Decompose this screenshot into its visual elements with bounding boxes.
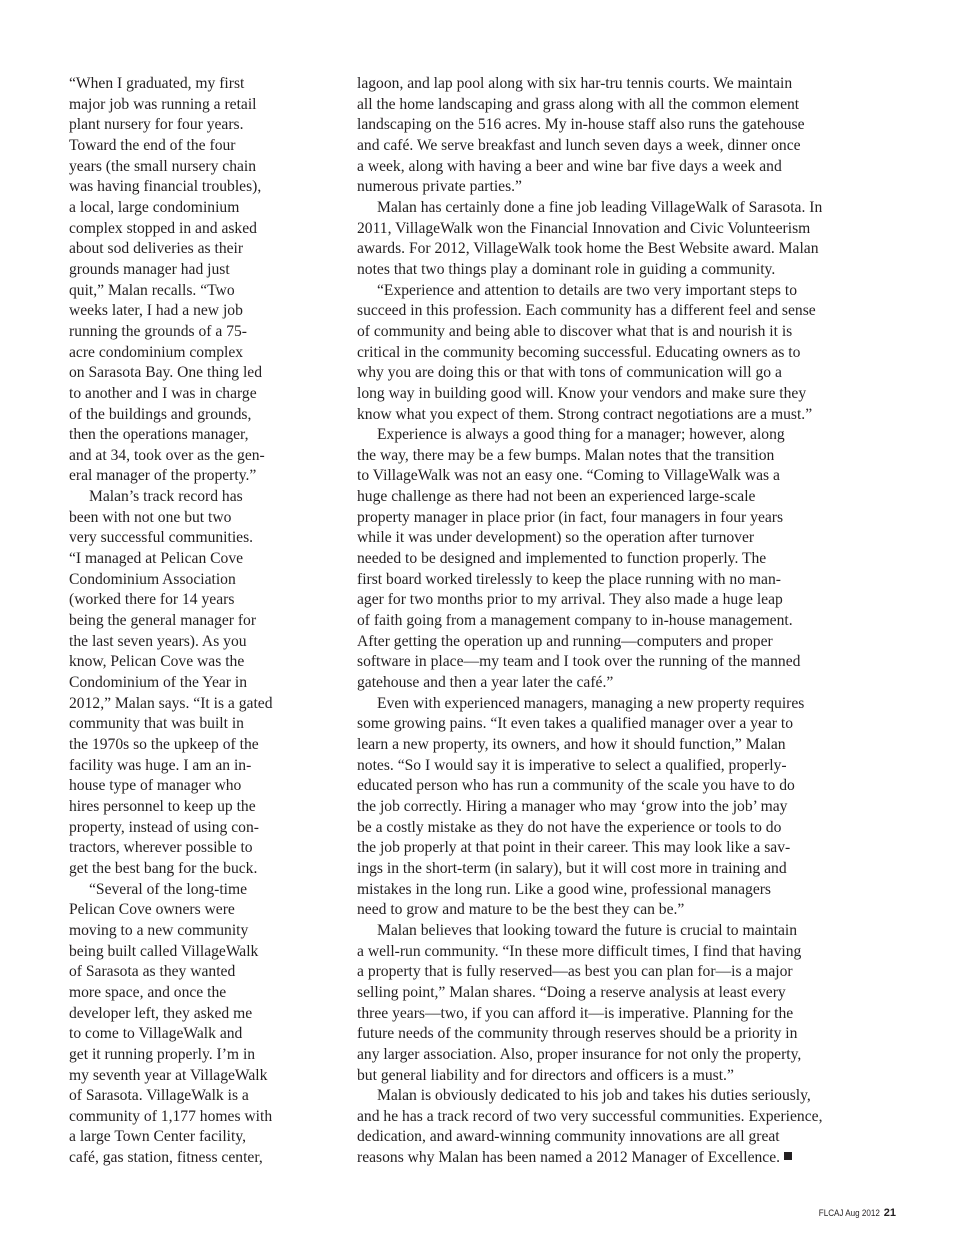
text-line: learn a new property, its owners, and how it should function,” Malan (357, 736, 786, 753)
text-line: Experience is always a good thing for a manager; however, along (377, 426, 785, 444)
text-line: educated person who has run a community of the scale you have to do (357, 777, 795, 795)
text-line: years (the small nursery chain (69, 157, 257, 175)
text-line: hires personnel to keep up the (69, 797, 256, 815)
text-line: a property that is fully reserved—as best you can plan for—is a major (357, 963, 793, 981)
text-line: succeed in this profession. Each community has a different feel and sense (357, 302, 816, 320)
text-line: but general liability and for directors and officers is a must.” (357, 1066, 734, 1084)
text-line: running the grounds of a 75- (69, 322, 247, 340)
text-line: of faith going from a management company to in-house management. (357, 612, 793, 630)
text-line: developer left, they asked me (69, 1004, 253, 1022)
text-line: and café. We serve breakfast and lunch seven days a week, dinner once (357, 136, 801, 154)
text-line: major job was running a retail (69, 95, 257, 113)
text-line: awards. For 2012, VillageWalk took home the Best Website award. Malan (357, 240, 819, 258)
text-line: house type of manager who (69, 777, 242, 795)
right-column (357, 74, 865, 1169)
text-line: eral manager of the property.” (69, 467, 257, 485)
text-line: Pelican Cove owners were (69, 901, 235, 919)
text-line: know what you expect of them. Strong contract negotiations are a must.” (357, 405, 813, 423)
text-line: get the best bang for the buck. (69, 859, 258, 877)
text-line: mistakes in the long run. Like a good wine, professional managers (357, 880, 772, 898)
page-footer (808, 1207, 896, 1219)
text-line: huge challenge as there had not been an experienced large-scale (357, 488, 756, 506)
text-line: about sod deliveries as their (69, 240, 244, 258)
text-line: numerous private parties.” (357, 178, 522, 196)
text-line: my seventh year at VillageWalk (69, 1066, 268, 1084)
text-line: of Sarasota. VillageWalk is a (69, 1087, 249, 1105)
text-line: a large Town Center facility, (69, 1128, 247, 1146)
text-line: café, gas station, fitness center, (69, 1149, 263, 1167)
text-line: weeks later, I had a new job (69, 302, 243, 320)
text-line: the 1970s so the upkeep of the (69, 736, 259, 753)
text-line: the job correctly. Hiring a manager who may ‘grow into the job’ may (357, 797, 788, 815)
left-column (69, 74, 293, 1169)
text-line: property, instead of using con- (69, 818, 259, 836)
text-line: the last seven years). As you (69, 632, 247, 650)
text-line: three years—two, if you can afford it—is imperative. Planning for the (357, 1004, 794, 1022)
text-line: future needs of the community through reserves should be a priority in (357, 1025, 798, 1043)
text-line: “Several of the long-time (89, 880, 248, 898)
text-line: “When I graduated, my first (69, 75, 245, 92)
text-line: After getting the operation up and running—computers and proper (357, 632, 773, 650)
text-line: to come to VillageWalk and (69, 1025, 243, 1043)
text-line: “Experience and attention to details are two very important steps to (377, 281, 798, 299)
text-line: ings in the short-term (in salary), but it will cost more in training and (357, 859, 787, 877)
publication-info: FLCAJ Aug 2012 (818, 1208, 880, 1219)
text-line: of community and being able to discover what that is and nourish it is (357, 322, 793, 340)
text-line: more space, and once the (69, 983, 227, 1001)
text-line: and he has a track record of two very successful communities. Experience, (357, 1107, 823, 1125)
text-line: 2012,” Malan says. “It is a gated (69, 694, 273, 712)
text-line: community that was built in (69, 715, 244, 733)
text-line: grounds manager had just (69, 260, 230, 278)
text-line: property manager in place prior (in fact, four managers in four years (357, 508, 784, 526)
text-line: Toward the end of the four (69, 136, 236, 154)
text-line: software in place—my team and I took over the running of the manned (357, 653, 801, 671)
text-line: of the buildings and grounds, (69, 405, 252, 423)
end-of-article-mark (784, 1152, 792, 1160)
text-line: a well-run community. “In these more difficult times, I find that having (357, 942, 802, 960)
text-line: of Sarasota as they wanted (69, 963, 236, 981)
text-line: the way, there may be a few bumps. Malan notes that the transition (357, 446, 775, 464)
text-line: reasons why Malan has been named a 2012 Manager of Excellence. (357, 1148, 865, 1169)
text-line: Even with experienced managers, managing a new property requires (377, 694, 805, 712)
text-line: 2011, VillageWalk won the Financial Innovation and Civic Volunteerism (357, 219, 811, 237)
text-line: acre condominium complex (69, 343, 244, 361)
text-line: know, Pelican Cove was the (69, 653, 245, 671)
text-line: get it running properly. I’m in (69, 1045, 256, 1063)
text-line: critical in the community becoming successful. Educating owners as to (357, 343, 801, 361)
text-line: long way in building good will. Know your vendors and make sure they (357, 384, 807, 402)
text-line: some growing pains. “It even takes a qualified manager over a year to (357, 715, 794, 733)
text-line: landscaping on the 516 acres. My in-house staff also runs the gatehouse (357, 116, 805, 134)
text-line: Malan’s track record has (89, 488, 243, 506)
text-line: to VillageWalk was not an easy one. “Coming to VillageWalk was a (357, 467, 780, 485)
text-line: (worked there for 14 years (69, 591, 235, 609)
text-line: complex stopped in and asked (69, 219, 257, 237)
text-line: first board worked tirelessly to keep the place running with no man- (357, 570, 781, 588)
text-line: all the home landscaping and grass along with all the common element (357, 95, 800, 113)
text-line: and at 34, took over as the gen- (69, 446, 265, 464)
text-line: a week, along with having a beer and wine bar five days a week and (357, 157, 782, 175)
text-line: Malan has certainly done a fine job leading VillageWalk of Sarasota. In (377, 198, 823, 216)
text-line: very successful communities. (69, 529, 254, 547)
text-line: Malan is obviously dedicated to his job and takes his duties seriously, (377, 1087, 811, 1105)
text-line: the job properly at that point in their career. This may look like a sav- (357, 839, 791, 857)
text-line: Malan believes that looking toward the future is crucial to maintain (377, 921, 798, 939)
text-line: needed to be designed and implemented to function properly. The (357, 550, 767, 568)
page-number: 21 (883, 1207, 896, 1219)
text-line: was having financial troubles), (69, 178, 262, 196)
text-line: while it was under development) so the operation after turnover (357, 529, 755, 547)
text-line: Condominium Association (69, 570, 236, 588)
text-line: then the operations manager, (69, 426, 249, 444)
text-line: being built called VillageWalk (69, 942, 259, 960)
text-line: be a costly mistake as they do not have the experience or tools to do (357, 818, 782, 836)
text-line: notes. “So I would say it is imperative to select a qualified, properly- (357, 756, 787, 774)
text-line: being the general manager for (69, 612, 257, 630)
text-line: gatehouse and then a year later the café.” (357, 674, 614, 692)
text-line: ager for two months prior to my arrival. They also made a huge leap (357, 591, 783, 609)
text-line: selling point,” Malan shares. “Doing a reserve analysis at least every (357, 983, 786, 1001)
text-line: facility was huge. I am an in- (69, 756, 252, 774)
text-line: plant nursery for four years. (69, 116, 244, 134)
text-line: dedication, and award-winning community innovations are all great (357, 1128, 780, 1146)
text-line: moving to a new community (69, 921, 249, 939)
text-line: need to grow and mature to be the best they can be.” (357, 901, 685, 919)
text-line: community of 1,177 homes with (69, 1107, 273, 1125)
text-line: quit,” Malan recalls. “Two (69, 281, 235, 299)
text-line: tractors, wherever possible to (69, 839, 253, 857)
text-line: notes that two things play a dominant role in guiding a community. (357, 260, 776, 278)
text-line: Condominium of the Year in (69, 674, 248, 692)
text-line: to another and I was in charge (69, 384, 257, 402)
text-line: why you are doing this or that with tons of communication will go a (357, 364, 782, 382)
text-line: lagoon, and lap pool along with six har-tru tennis courts. We maintain (357, 75, 793, 92)
text-line: any larger association. Also, proper insurance for not only the property, (357, 1045, 802, 1063)
text-line: been with not one but two (69, 508, 232, 526)
text-line: “I managed at Pelican Cove (69, 550, 244, 568)
text-line: a local, large condominium (69, 198, 240, 216)
text-line: on Sarasota Bay. One thing led (69, 364, 263, 382)
